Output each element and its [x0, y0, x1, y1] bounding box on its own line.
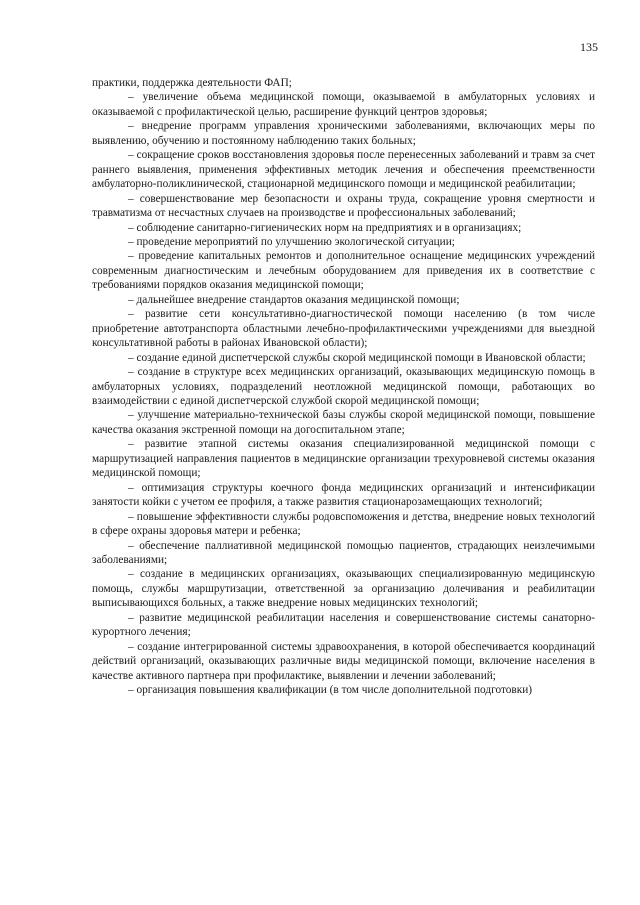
list-item: – соблюдение санитарно-гигиенических норм на предприятиях и в организациях; [128, 221, 522, 234]
list-item: – внедрение программ управления хроническими заболеваниями, включающих меры по выявлению, обучению и постоянному наблюдению таких больных; [92, 120, 595, 147]
list-item: – создание интегрированной системы здравоохранения, в которой обеспечивается координаций действий организаций, оказывающих различные виды медицинской помощи, включение населения в качестве активного партнера при профилактике, выявлении и лечении заболеваний; [92, 640, 595, 682]
list-item: – развитие медицинской реабилитации населения и совершенствование системы санаторно-курортного лечения; [92, 611, 595, 639]
list-item: – создание в медицинских организациях, оказывающих специализированную медицинскую помощь, службы маршрутизации, ответственной за организацию долечивания и реабилитации выписывающихся больных, а также внедрение новых медицинских технологий; [92, 568, 595, 610]
page-number: 135 [580, 40, 598, 54]
list-item: – увеличение объема медицинской помощи, оказываемой в амбулаторных условиях и оказываемой с профилактической целью, расширение функций центров здоровья; [92, 91, 595, 118]
list-item: – совершенствование мер безопасности и охраны труда, сокращение уровня смертности и травматизма от несчастных случаев на производстве и профессиональных заболеваний; [92, 192, 595, 220]
list-item: – создание в структуре всех медицинских организаций, оказывающих медицинскую помощь в амбулаторных условиях, подразделений неотложной медицинской помощи, работающих во взаимодействии с единой диспетчерской службой скорой медицинской помощи; [92, 366, 595, 407]
list-item: – проведение капитальных ремонтов и дополнительное оснащение медицинских учреждений современным диагностическим и лечебным оборудованием для приведения их в соответствие с требованиями порядков оказания медицинской помощи; [92, 250, 595, 292]
list-item: – развитие сети консультативно-диагностической помощи населению (в том числе приобретение автотранспорта областными лечебно-профилактическими учреждениями для выездной консультативной работы в районах Ивановской области); [92, 308, 595, 350]
list-item: – повышение эффективности службы родовспоможения и детства, внедрение новых технологий в сфере охраны здоровья матери и ребенка; [92, 510, 595, 538]
list-item: – сокращение сроков восстановления здоровья после перенесенных заболеваний и травм за счет раннего выявления, применения эффективных методик лечения и обеспечения преемственности амбулаторно-поликлинической, стационарной медицинского помощи и медицинской реабилитации; [92, 149, 595, 191]
list-item: – дальнейшее внедрение стандартов оказания медицинской помощи; [128, 293, 460, 306]
list-item: – организация повышения квалификации (в том числе дополнительной подготовки) [128, 684, 533, 697]
list-item: – создание единой диспетчерской службы скорой медицинской помощи в Ивановской области; [128, 351, 586, 364]
list-item: – проведение мероприятий по улучшению экологической ситуации; [128, 235, 455, 248]
list-item: – улучшение материально-технической базы службы скорой медицинской помощи, повышение качества оказания экстренной помощи на догоспитальном этапе; [92, 409, 595, 436]
list-item: – развитие этапной системы оказания специализированной медицинской помощи с маршрутизацией направления пациентов в медицинские организации трехуровневой системы оказания медицинской помощи; [92, 438, 595, 480]
continued-paragraph: практики, поддержка деятельности ФАП; [92, 77, 292, 89]
list-item: – обеспечение паллиативной медицинской помощью пациентов, страдающих неизлечимыми заболеваниями; [92, 539, 595, 566]
list-item: – оптимизация структуры коечного фонда медицинских организаций и интенсификации занятости койки с учетом ее профиля, а также развития стационарозамещающих технологий; [92, 481, 595, 509]
page-body [92, 76, 595, 697]
